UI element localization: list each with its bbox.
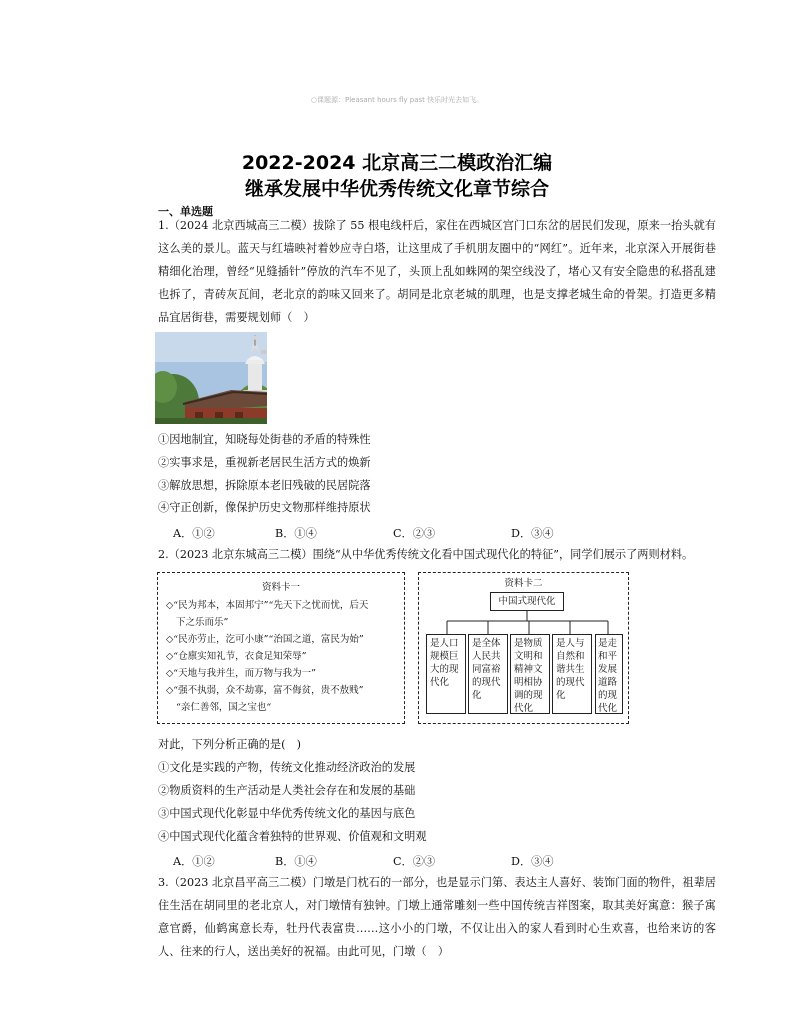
q1-option-c[interactable]: C．②③ xyxy=(393,527,436,540)
white-pagoda-photo xyxy=(155,332,267,424)
q2-prompt: 对此，下列分析正确的是( ) xyxy=(158,738,301,751)
card-1-line: ◇“仓廪实知礼节，衣食足知荣辱” xyxy=(166,651,307,662)
q1-item-1: ①因地制宜，知晓每处街巷的矛盾的特殊性 xyxy=(158,433,371,446)
section-heading: 一、单选题 xyxy=(158,205,213,218)
diagram-root-node: 中国式现代化 xyxy=(490,592,564,611)
diagram-branch-node: 是人口规模巨大的现代化 xyxy=(426,634,466,714)
card-1-line: ◇“民为邦本，本固邦宁”“先天下之忧而忧，后天 xyxy=(166,600,369,611)
card-1-line: ◇“强不执弱，众不劫寡，富不侮贫，贵不敖贱” xyxy=(166,685,364,696)
card-1-line: ◇“天地与我并生，而万物与我为一” xyxy=(166,668,317,679)
q2-item-1: ①文化是实践的产物，传统文化推动经济政治的发展 xyxy=(158,761,416,774)
q2-item-4: ④中国式现代化蕴含着独特的世界观、价值观和文明观 xyxy=(158,830,427,843)
q1-option-a[interactable]: A．①② xyxy=(173,527,215,540)
q2-option-d[interactable]: D．③④ xyxy=(511,855,554,868)
question-2-text: 2.（2023 北京东城高三二模）围绕“从中华优秀传统文化看中国式现代化的特征”，同学们展示了两则材料。 xyxy=(158,548,694,561)
card-2-title: 资料卡二 xyxy=(504,578,543,589)
q1-option-d[interactable]: D．③④ xyxy=(511,527,554,540)
diagram-branch-node: 是物质文明和精神文明相协调的现代化 xyxy=(510,634,550,714)
page-subtitle: 继承发展中华优秀传统文化章节综合 xyxy=(244,178,549,200)
diagram-branch-node: 是人与自然和谐共生的现代化 xyxy=(552,634,592,714)
card-1-title: 资料卡一 xyxy=(261,582,300,593)
watermark: ○课题源：Pleasant hours fly past 快乐时光去如飞。 xyxy=(310,96,484,104)
diagram-branch-node: 是走和平发展道路的现代化 xyxy=(595,634,623,714)
q2-item-3: ③中国式现代化彰显中华优秀传统文化的基因与底色 xyxy=(158,807,416,820)
diagram-branch-node: 是全体人民共同富裕的现代化 xyxy=(468,634,508,714)
material-card-1 xyxy=(157,572,405,724)
material-card-2 xyxy=(418,572,629,724)
q2-option-c[interactable]: C．②③ xyxy=(393,855,436,868)
question-1-text: 1.（2024 北京西城高三二模）拔除了 55 根电线杆后，家住在西城区宫门口东岔的居民们发现，原来一抬头就有这么美的景儿。蓝天与红墙映衬着妙应寺白塔，让这里成了手机朋友圈中的“网红”。近年来，北京深入开展街巷精细化治理，曾经“见缝插针”停放的汽车不见了，头顶上乱如蛛网的架空线没了，堵心又有安全隐患的私搭乱建也拆了，青砖灰瓦间，老北京的韵味又回来了。胡同是北京老城的肌理，也是支撑老城生命的骨架。打造更多精品宜居街巷，需要规划师（ ） xyxy=(158,219,716,324)
page-title: 2022-2024 北京高三二模政治汇编 xyxy=(241,152,553,174)
question-3-text: 3.（2023 北京昌平高三二模）门墩是门枕石的一部分，也是显示门第、表达主人喜好、装饰门面的物件，祖辈居住生活在胡同里的老北京人，对门墩情有独钟。门墩上通常雕刻一些中国传统吉祥图案，取其美好寓意：猴子寓意官爵，仙鹤寓意长寿，牡丹代表富贵……这小小的门墩，不仅让出入的家人看到时心生欢喜，也给来访的客人、往来的行人，送出美好的祝福。由此可见，门墩（ ） xyxy=(158,876,716,958)
q2-option-b[interactable]: B．①④ xyxy=(275,855,317,868)
q1-item-3: ③解放思想，拆除原本老旧残破的民居院落 xyxy=(158,479,371,492)
card-1-line: “亲仁善邻，国之宝也“ xyxy=(176,702,272,713)
q2-option-a[interactable]: A．①② xyxy=(173,855,215,868)
card-1-line: 下之乐而乐” xyxy=(176,617,229,628)
q1-item-2: ②实事求是，重视新老居民生活方式的焕新 xyxy=(158,456,371,469)
q1-item-4: ④守正创新，像保护历史文物那样维持原状 xyxy=(158,501,371,514)
card-1-line: ◇“民亦劳止，汔可小康”“治国之道，富民为始” xyxy=(166,634,364,645)
q1-option-b[interactable]: B．①④ xyxy=(275,527,317,540)
q2-item-2: ②物质资料的生产活动是人类社会存在和发展的基础 xyxy=(158,784,416,797)
